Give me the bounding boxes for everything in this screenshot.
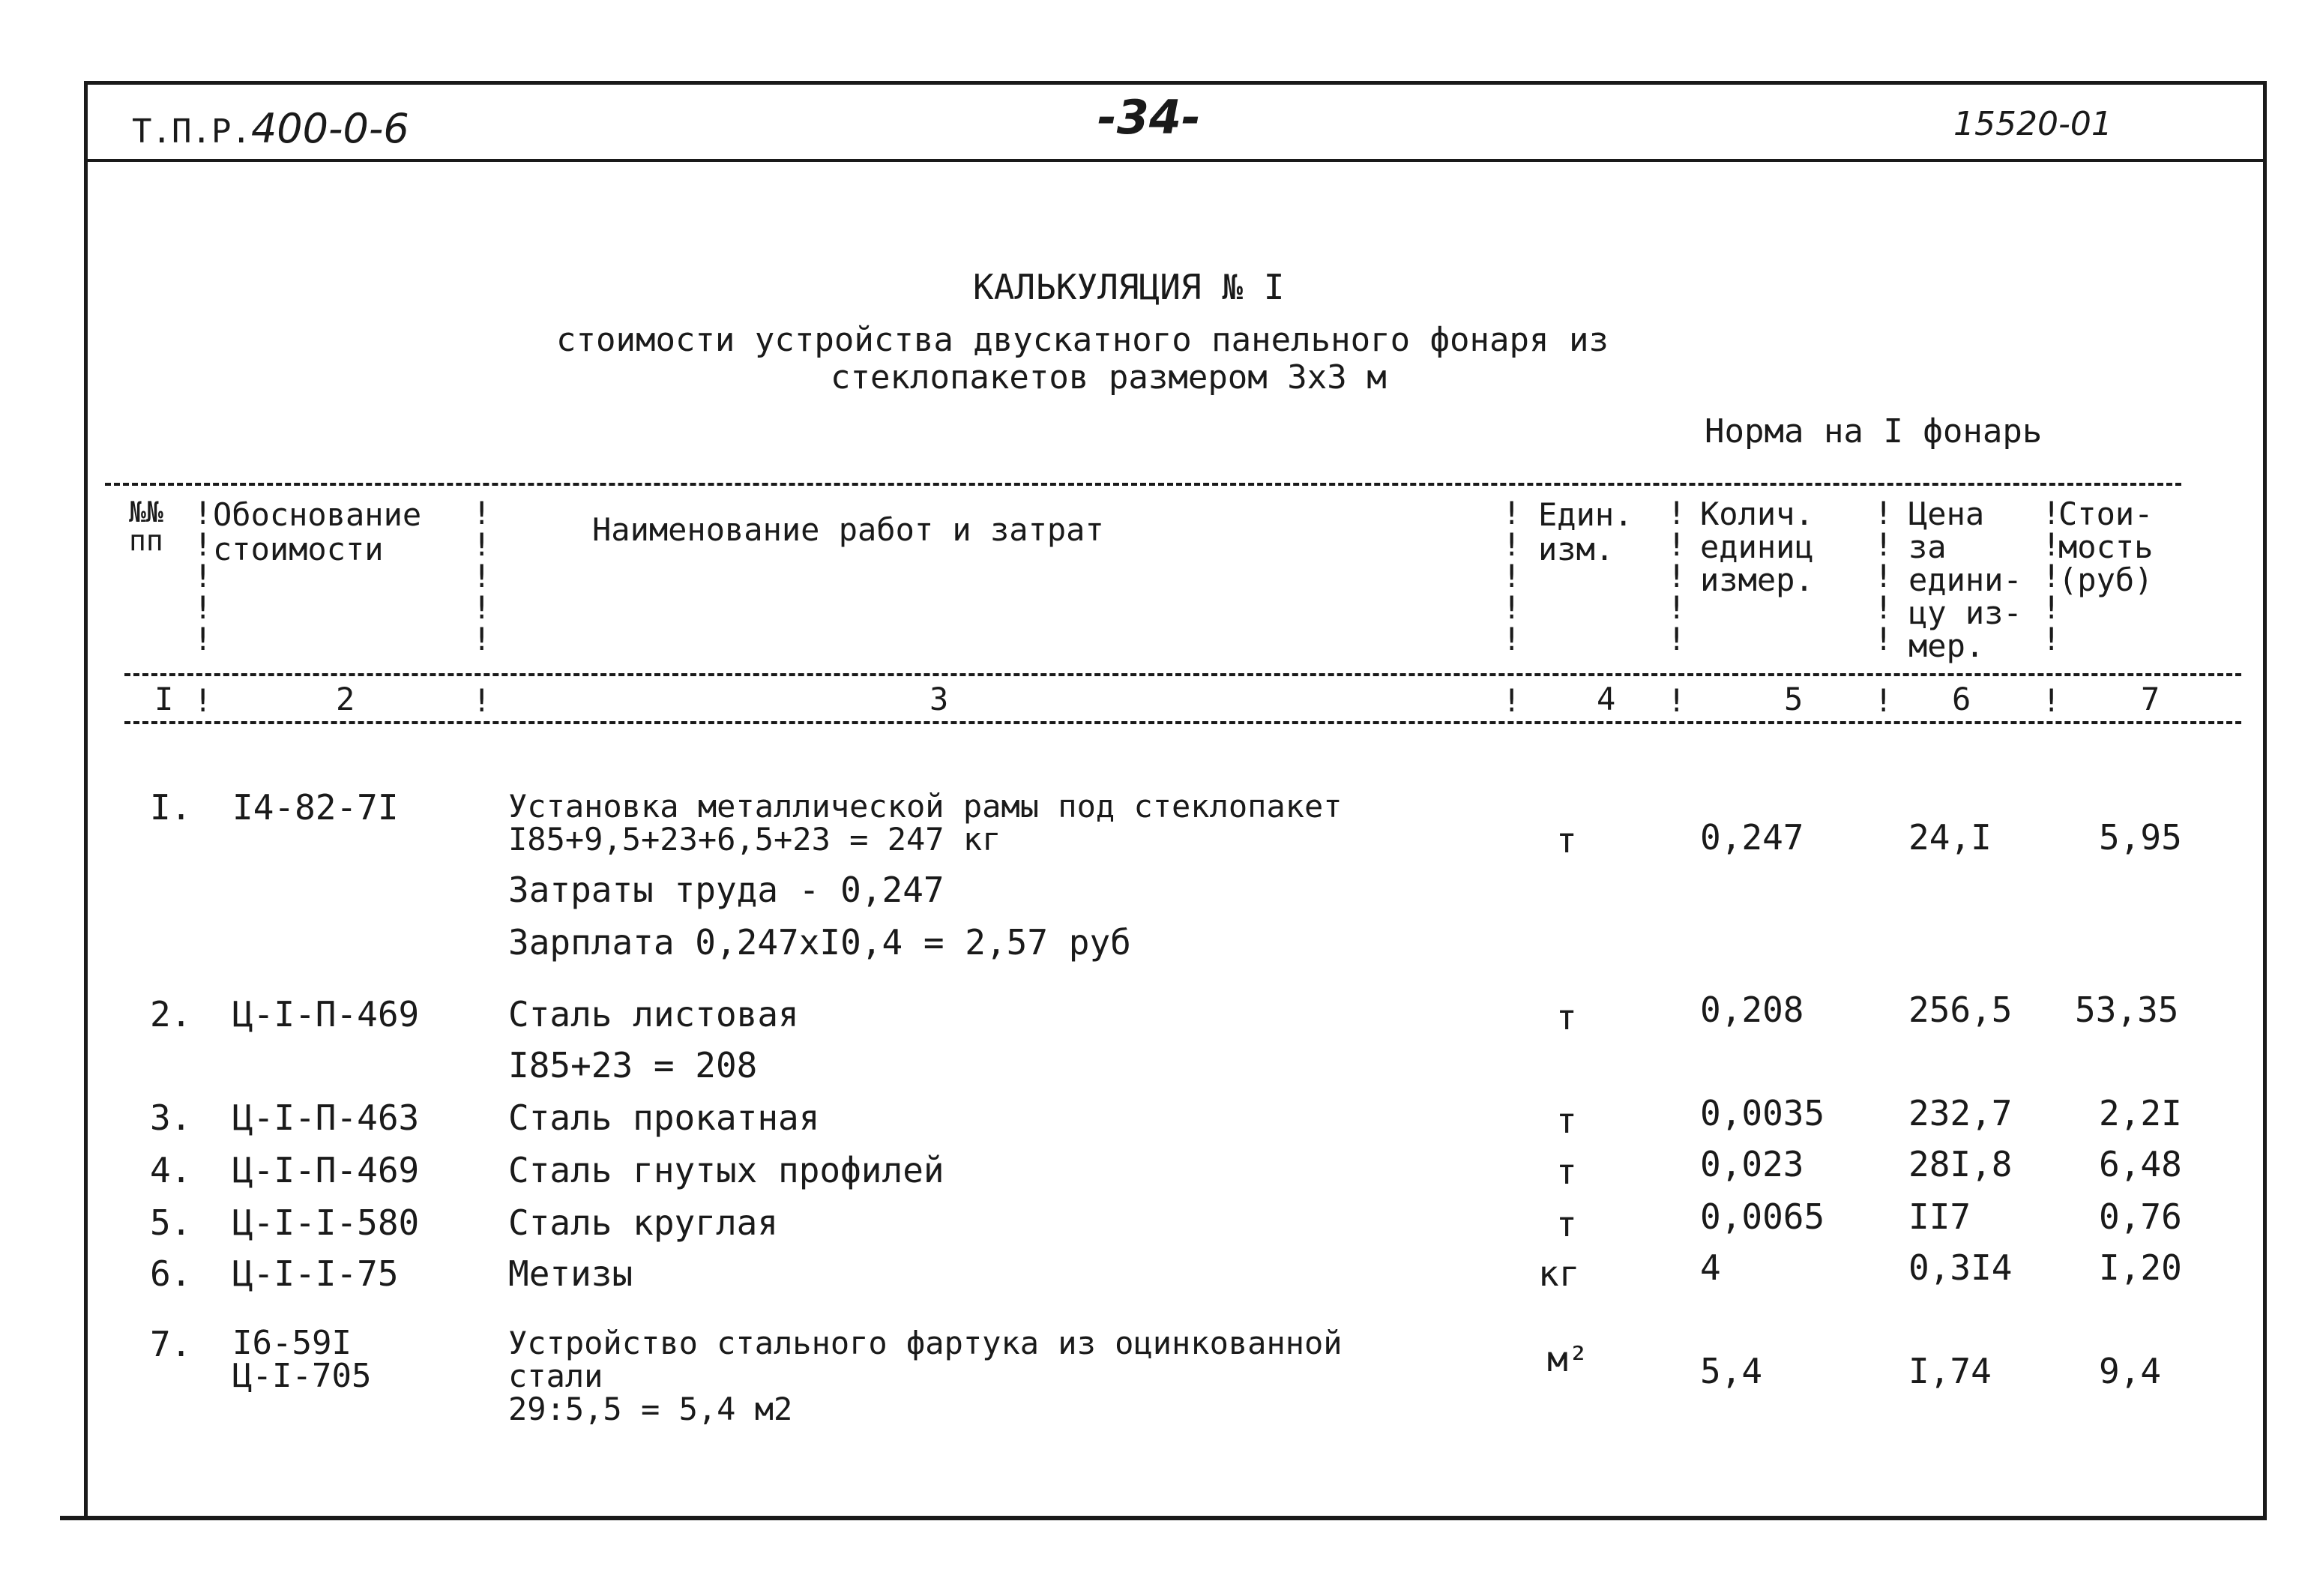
col-header-quantity: Колич. единиц измер. bbox=[1700, 496, 1814, 598]
row-ref: Ц-I-П-463 bbox=[232, 1097, 420, 1138]
row-ref: I4-82-7I bbox=[232, 787, 399, 828]
col-header-cost: Стои- мость (руб) bbox=[2058, 496, 2154, 598]
row-name: Сталь гнутых профилей bbox=[508, 1150, 944, 1190]
norm-label: Норма на I фонарь bbox=[1705, 412, 2043, 451]
header-series-number: 400-0-6 bbox=[250, 105, 409, 152]
bottom-border bbox=[60, 1516, 2267, 1520]
row-unit: м² bbox=[1547, 1339, 1589, 1379]
row-number: 7. bbox=[150, 1324, 192, 1364]
row-ref: I6-59I Ц-I-705 bbox=[232, 1324, 372, 1395]
row-cost: I,20 bbox=[2099, 1247, 2182, 1288]
row-unit: т bbox=[1556, 1151, 1577, 1192]
col-header-number: №№ пп bbox=[129, 496, 163, 557]
row-cost: 6,48 bbox=[2099, 1144, 2182, 1184]
col-header-unit: Един. изм. bbox=[1538, 496, 1633, 567]
col-number-6: 6 bbox=[1952, 681, 1971, 717]
calc-subtitle-line1: стоимости устройства двускатного панельного фонаря из bbox=[556, 321, 1609, 359]
row-qty: 0,0065 bbox=[1700, 1196, 1825, 1237]
separator: ! ! ! ! ! bbox=[1667, 495, 1687, 657]
number-row-rule bbox=[124, 721, 2241, 724]
row-unit: т bbox=[1556, 1204, 1577, 1244]
row-name: Метизы bbox=[508, 1253, 633, 1294]
row-unit: т bbox=[1556, 997, 1577, 1038]
header-series bbox=[132, 105, 409, 152]
row-number: 2. bbox=[150, 994, 192, 1035]
page-number: -34- bbox=[1097, 90, 1201, 145]
col-number-7: 7 bbox=[2141, 681, 2160, 717]
separator: ! bbox=[472, 682, 492, 719]
row-price: II7 bbox=[1908, 1196, 1971, 1237]
row-price: 256,5 bbox=[1908, 990, 2013, 1030]
col-number-5: 5 bbox=[1784, 681, 1804, 717]
calc-subtitle-line2: стеклопакетов размером 3х3 м bbox=[831, 358, 1387, 397]
row-cost: 0,76 bbox=[2099, 1196, 2182, 1237]
row-ref: Ц-I-I-580 bbox=[232, 1202, 420, 1243]
separator: ! ! ! ! ! bbox=[193, 495, 213, 657]
row-number: 5. bbox=[150, 1202, 192, 1243]
col-number-2: 2 bbox=[336, 681, 355, 717]
row-unit: т bbox=[1556, 820, 1577, 861]
separator: ! bbox=[193, 682, 213, 719]
row-price: I,74 bbox=[1908, 1351, 1992, 1391]
header-bottom-rule bbox=[124, 673, 2241, 676]
row-sub2: Зарплата 0,247хI0,4 = 2,57 руб bbox=[508, 922, 1131, 963]
row-unit: т bbox=[1556, 1100, 1577, 1141]
row-qty: 0,247 bbox=[1700, 817, 1804, 858]
col-number-4: 4 bbox=[1597, 681, 1616, 717]
separator: ! bbox=[1667, 682, 1687, 719]
col-number-1: I bbox=[154, 681, 174, 717]
row-name: Сталь листовая bbox=[508, 994, 799, 1035]
row-sub1: I85+23 = 208 bbox=[508, 1045, 758, 1085]
header-series-label: Т.П.Р. bbox=[132, 112, 251, 151]
row-name: Устройство стального фартука из оцинкованной стали 29:5,5 = 5,4 м2 bbox=[508, 1325, 1343, 1427]
row-ref: Ц-I-П-469 bbox=[232, 1150, 420, 1190]
row-cost: 9,4 bbox=[2099, 1351, 2162, 1391]
row-qty: 0,208 bbox=[1700, 990, 1804, 1030]
separator: ! ! ! ! ! bbox=[1874, 495, 1893, 657]
row-name: Сталь прокатная bbox=[508, 1097, 820, 1138]
separator: ! bbox=[2042, 682, 2061, 719]
row-qty: 0,0035 bbox=[1700, 1093, 1825, 1133]
row-qty: 0,023 bbox=[1700, 1144, 1804, 1184]
calc-title: КАЛЬКУЛЯЦИЯ № I bbox=[973, 267, 1285, 307]
row-sub1: Затраты труда - 0,247 bbox=[508, 870, 944, 910]
row-cost: 2,2I bbox=[2099, 1093, 2182, 1133]
row-cost: 5,95 bbox=[2099, 817, 2182, 858]
row-qty: 5,4 bbox=[1700, 1351, 1763, 1391]
row-qty: 4 bbox=[1700, 1247, 1721, 1288]
row-number: I. bbox=[150, 787, 192, 828]
separator: ! bbox=[1502, 682, 1522, 719]
row-price: 232,7 bbox=[1908, 1093, 2013, 1133]
separator: ! ! ! ! ! bbox=[1502, 495, 1522, 657]
col-header-basis: Обоснование стоимости bbox=[213, 496, 422, 567]
col-header-name: Наименование работ и затрат bbox=[592, 511, 1104, 548]
separator: ! ! ! ! ! bbox=[2042, 495, 2061, 657]
row-name: Сталь круглая bbox=[508, 1202, 779, 1243]
row-price: 0,3I4 bbox=[1908, 1247, 2013, 1288]
row-unit: кг bbox=[1538, 1253, 1580, 1294]
col-number-3: 3 bbox=[929, 681, 949, 717]
table-top-rule bbox=[105, 483, 2181, 486]
row-name: Установка металлической рамы под стеклопакет I85+9,5+23+6,5+23 = 247 кг bbox=[508, 788, 1343, 858]
separator: ! bbox=[1874, 682, 1893, 719]
row-number: 6. bbox=[150, 1253, 192, 1294]
row-cost: 53,35 bbox=[2075, 990, 2179, 1030]
separator: ! ! ! ! ! bbox=[472, 495, 492, 657]
row-number: 4. bbox=[150, 1150, 192, 1190]
row-ref: Ц-I-I-75 bbox=[232, 1253, 399, 1294]
header-divider bbox=[84, 159, 2267, 162]
row-price: 28I,8 bbox=[1908, 1144, 2013, 1184]
row-number: 3. bbox=[150, 1097, 192, 1138]
document-code: 15520-01 bbox=[1953, 105, 2112, 143]
row-ref: Ц-I-П-469 bbox=[232, 994, 420, 1035]
row-price: 24,I bbox=[1908, 817, 1992, 858]
col-header-price: Цена за едини- цу из- мер. bbox=[1908, 496, 2022, 664]
